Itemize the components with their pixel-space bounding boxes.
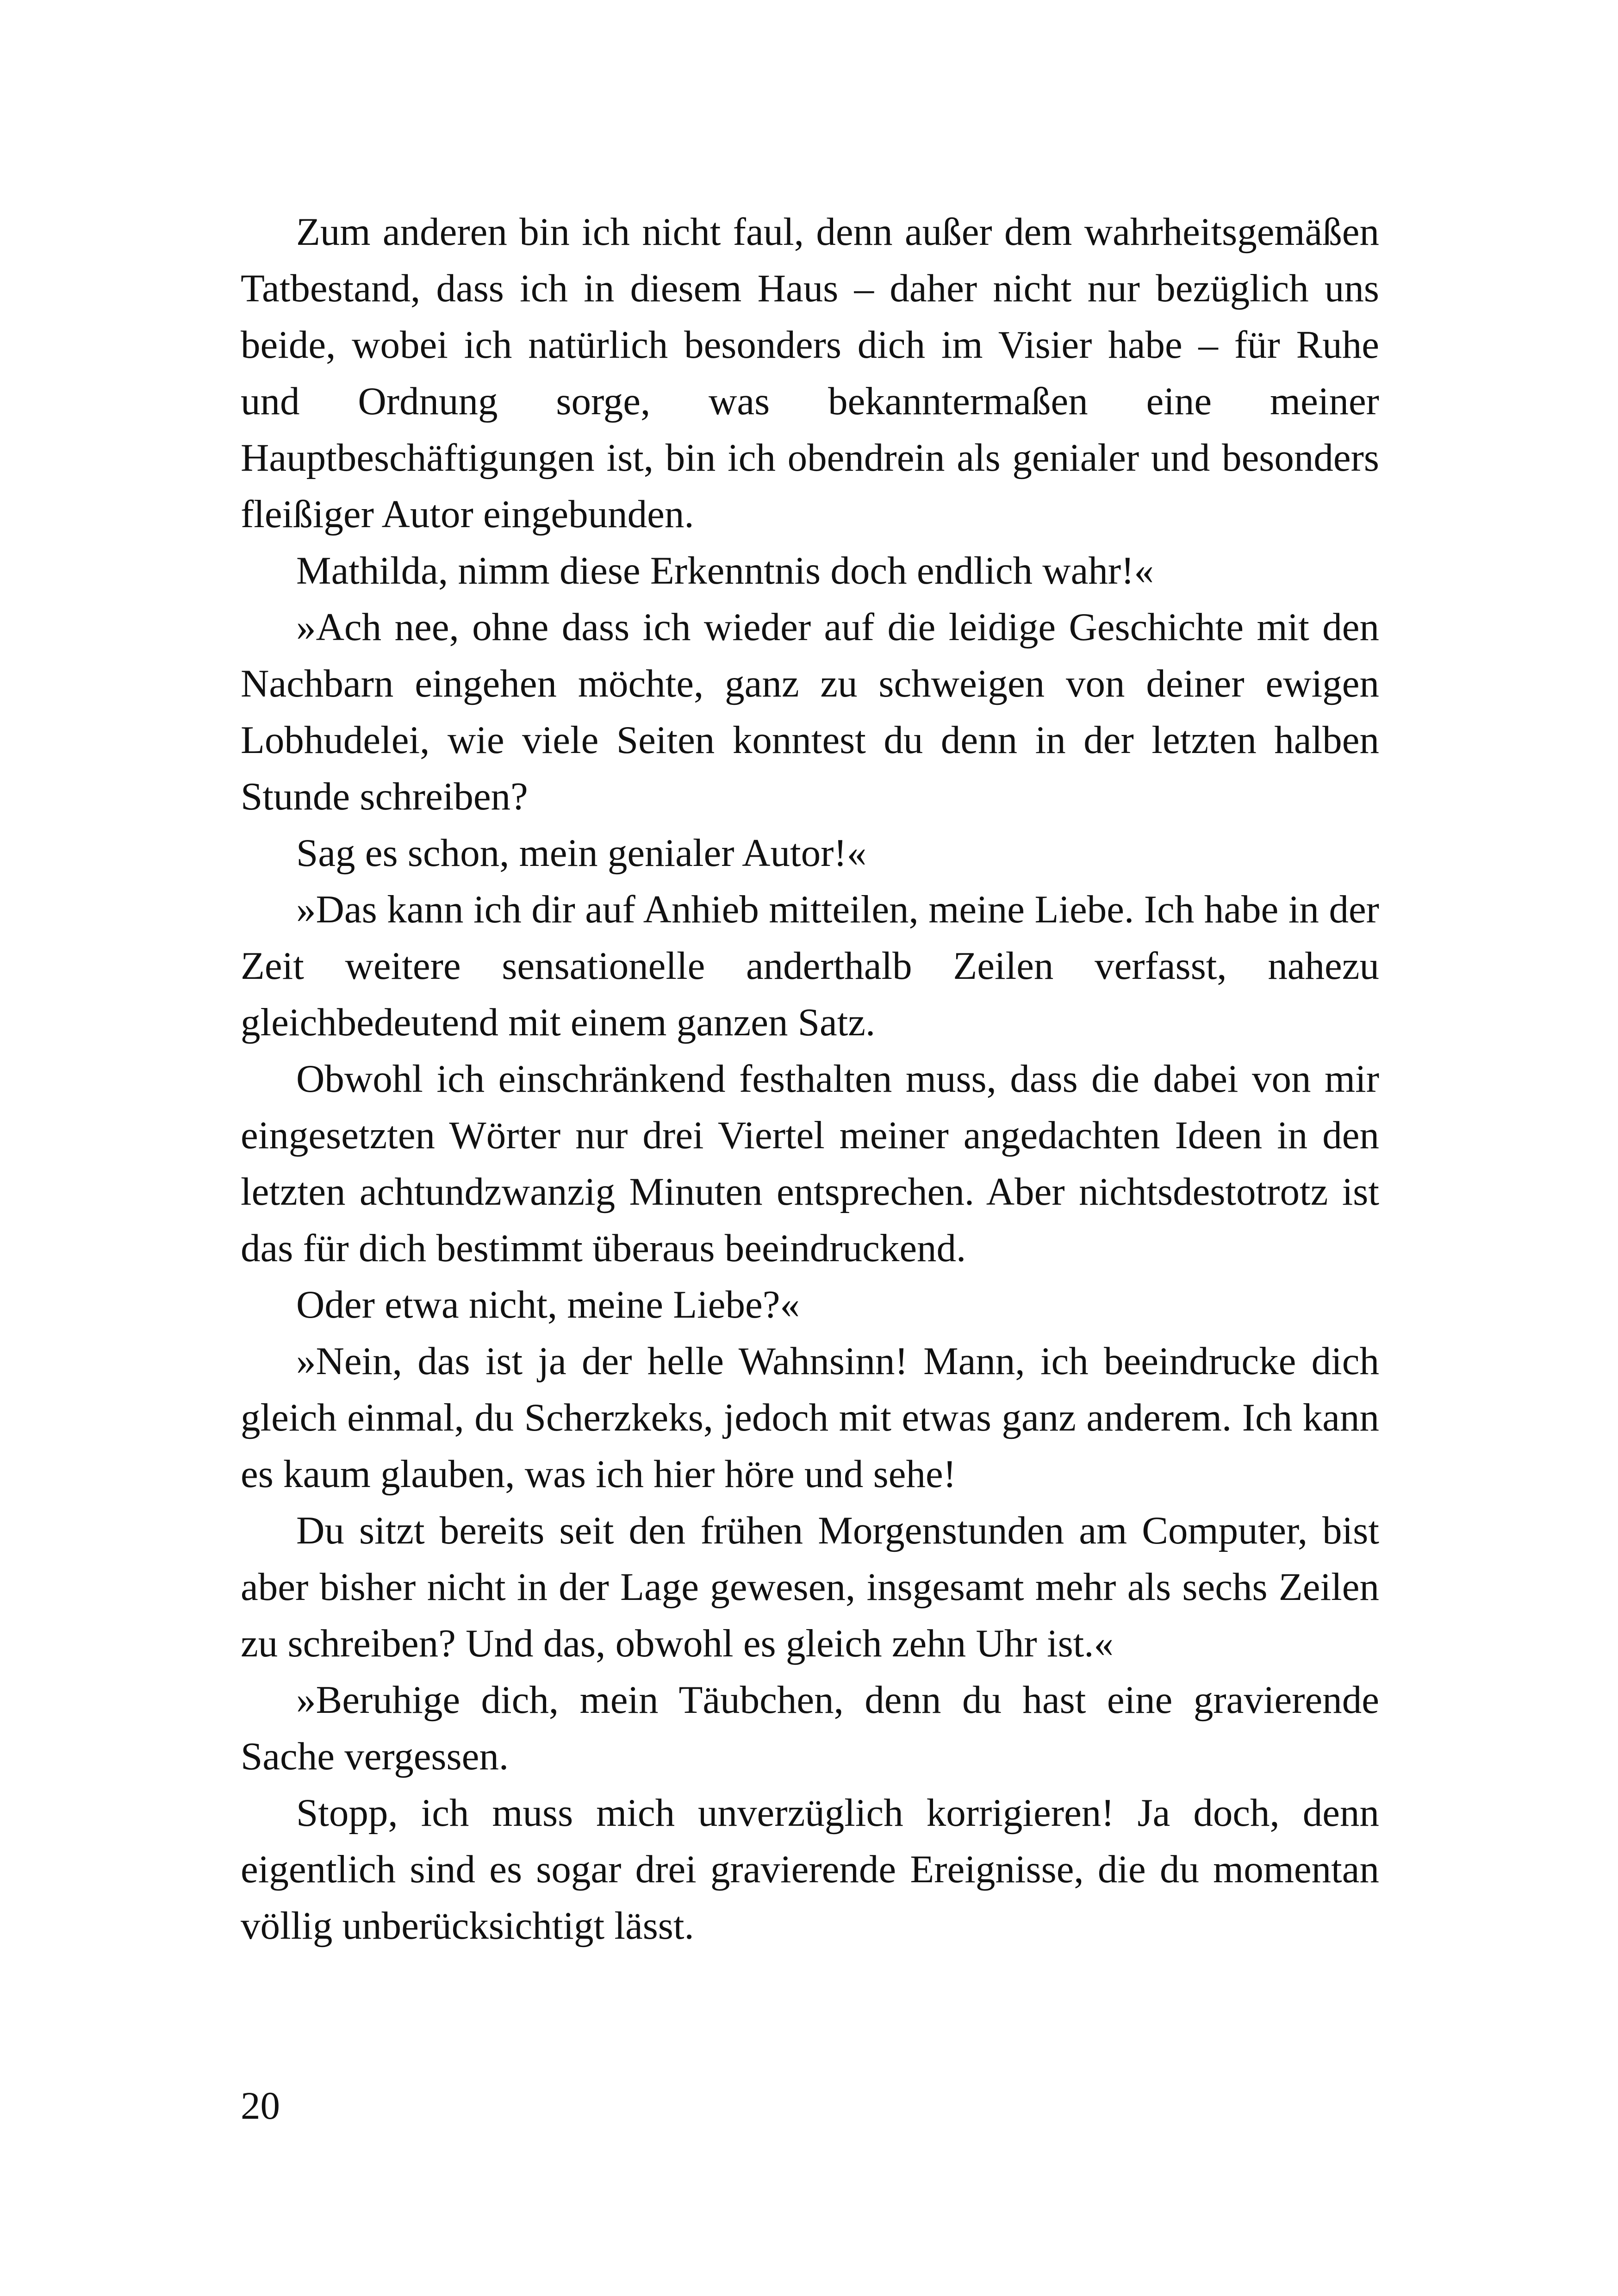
- paragraph-6: Obwohl ich einschränkend festhalten muss, dass die dabei von mir eingesetzten Wörter nur drei Viertel meiner angedachten Ideen in den letzten achtundzwanzig Minuten entsprechen. Aber nichtsdestotrotz ist das für dich bestimmt überaus beeindruckend.: [241, 1057, 1379, 1270]
- paragraph-11: Stopp, ich muss mich unverzüglich korrigieren! Ja doch, denn eigentlich sind es sogar drei gravierende Ereignisse, die du momentan völlig unberücksichtigt lässt.: [241, 1791, 1379, 1948]
- page-number: 20: [241, 2084, 280, 2128]
- paragraph-2: Mathilda, nimm diese Erkenntnis doch endlich wahr!«: [296, 549, 1154, 592]
- paragraph-9: Du sitzt bereits seit den frühen Morgenstunden am Computer, bist aber bisher nicht in der Lage gewesen, insgesamt mehr als sechs Zeilen zu schreiben? Und das, obwohl es gleich zehn Uhr ist.«: [241, 1509, 1379, 1665]
- body-text: [241, 204, 1379, 1954]
- paragraph-8: »Nein, das ist ja der helle Wahnsinn! Mann, ich beeindrucke dich gleich einmal, du Scherzkeks, jedoch mit etwas ganz anderem. Ich kann es kaum glauben, was ich hier höre und sehe!: [241, 1339, 1379, 1496]
- paragraph-10: »Beruhige dich, mein Täubchen, denn du hast eine gravierende Sache vergessen.: [241, 1678, 1379, 1778]
- paragraph-7: Oder etwa nicht, meine Liebe?«: [296, 1283, 800, 1326]
- paragraph-4: Sag es schon, mein genialer Autor!«: [296, 831, 867, 875]
- paragraph-3: »Ach nee, ohne dass ich wieder auf die leidige Geschichte mit den Nachbarn eingehen möchte, ganz zu schweigen von deiner ewigen Lobhudelei, wie viele Seiten konntest du denn in der letzten halben Stunde schreiben?: [241, 605, 1379, 818]
- paragraph-1: Zum anderen bin ich nicht faul, denn außer dem wahrheitsgemäßen Tatbestand, dass ich in diesem Haus – daher nicht nur bezüglich uns beide, wobei ich natürlich besonders dich im Visier habe – für Ruhe und Ordnung sorge, was bekanntermaßen eine meiner Hauptbeschäftigungen ist, bin ich obendrein als genialer und besonders fleißiger Autor eingebunden.: [241, 210, 1379, 536]
- paragraph-5: »Das kann ich dir auf Anhieb mitteilen, meine Liebe. Ich habe in der Zeit weitere sensationelle anderthalb Zeilen verfasst, nahezu gleichbedeutend mit einem ganzen Satz.: [241, 888, 1379, 1044]
